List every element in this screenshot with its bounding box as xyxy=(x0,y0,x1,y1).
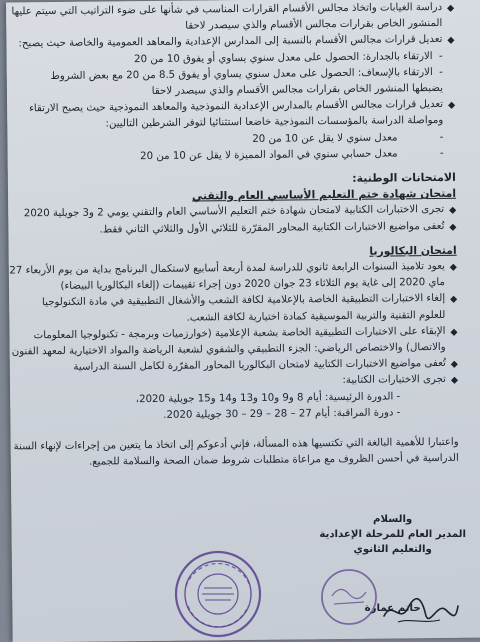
promotion-relief: - الارتقاء بالإسعاف: الحصول على معدل سنوي يساوي أو يفوق 8.5 من 20 مع بعض الشروط xyxy=(25,65,455,86)
signatory-name: حاتم عمارة xyxy=(364,603,421,614)
bac-topics: تُعفى مواضيع الاختبارات الكتابية لامتحان البكالوريا المحاور المقرّرة لكامل السنة الدراسية xyxy=(28,356,458,377)
salutation: والسلام xyxy=(373,514,413,525)
bac-cancel-practical-cont: للعلوم التقنية والتربية الموسيقية كمادة اختيارية لكافة الشعب. xyxy=(186,309,446,324)
bac-keep-practical: الإبقاء على الاختبارات التطبيقية الخاصة بشعبة الإعلامية (خوارزميات وبرمجة - تكنولوجيا المعلومات xyxy=(27,324,457,345)
basic-exam-dates: تجرى الاختبارات الكتابية لامتحان شهادة ختم التعليم الأساسي العام والتقني يومي 2 و3 جويلية 2020 xyxy=(26,202,456,223)
promotion-relief-cont: يضبطها المنشور الخاص بقرارات مجالس الأقسام والذي سيصدر لاحقا xyxy=(151,82,443,97)
bac-written-exams: تجرى الاختبارات الكتابية: xyxy=(28,372,458,393)
paragraph-prep-schools: تعديل قرارات مجالس الأقسام بالنسبة إلى المدارس الإعدادية والمعاهد العمومية والخاصة حيث يصبح: xyxy=(24,32,454,53)
section-heading-national-exams: الامتحانات الوطنية: xyxy=(352,170,456,185)
basic-exam-topics: تُعفى مواضيع الاختبارات الكتابية المحاور المقرّرة للثلاثي الأول والثلاثي الثاني فقط. xyxy=(26,218,456,239)
signatory-title: المدير العام للمرحلة الإعدادية xyxy=(319,529,466,540)
bac-cancel-practical: إلغاء الاختبارات التطبيقية الخاصة بالإعلامية لكافة الشعب والأشغال التطبيقية في مادة التكنولوجيا xyxy=(27,291,457,312)
bac-return-to-school-cont: ماي 2020 إلى غاية يوم الثلاثاء 23 جوان 2020 دون إجراء تقييمات (إلغاء البكالوريا البيضاء) xyxy=(60,277,446,293)
promotion-merit: - الارتقاء بالجدارة: الحصول على معدل سنوي يساوي أو يفوق 10 من 20 xyxy=(25,48,455,69)
closing-paragraph: واعتبارا للأهمية البالغة التي تكتسيها هذه المسألة، فإني أدعوكم إلى اتخاذ ما يتعين من إجراءات لإنهاء السنة xyxy=(13,436,459,453)
section-heading-basic-exam: امتحان شهادة ختم التعليم الأساسي العام والتقني xyxy=(191,187,457,203)
bac-keep-practical-cont: والاتصال) والاختصاص الرياضي: الجزء التطبيقي والشفوي لشعبة الرياضة والمواد الاختيارية لمعهد الفنون xyxy=(11,341,446,358)
bac-main-session: - الدورة الرئيسية: أيام 8 و9 و10 و13 و14 و15 جويلية 2020، xyxy=(135,391,401,405)
paragraph-pilot-schools: تعديل قرارات مجالس الأقسام بالمدارس الإعدادية النموذجية والمعاهد النموذجية حيث يصبح الارتقاء xyxy=(25,97,455,118)
paragraph-absences-cont: المنشور الخاص بقرارات مجالس الأقسام والذي سيصدر لاحقا xyxy=(185,18,443,32)
signatory-title-cont: والتعليم الثانوي xyxy=(353,544,432,555)
round-official-seal-icon xyxy=(172,548,264,640)
bac-control-session: - دورة المراقبة: أيام 27 – 28 – 29 – 30 جويلية 2020. xyxy=(163,407,401,421)
bac-return-to-school: يعود تلاميذ السنوات الرابعة ثانوي للدراسة لمدة أربعة أسابيع لاستكمال البرنامج بداية من يوم الأربعاء 27 xyxy=(27,259,457,280)
small-seal-icon xyxy=(318,566,380,628)
condition-annual-average: - معدل سنوي لا يقل عن 10 من 20 xyxy=(25,129,455,150)
closing-paragraph-cont: الدراسية في أحسن الظروف مع مراعاة متطلبات شروط ضمان الصحة والسلامة للجميع. xyxy=(88,453,459,468)
handwritten-signature-icon xyxy=(380,594,460,628)
section-heading-bac: امتحان البكالوريا xyxy=(369,243,457,258)
condition-subject-average: - معدل حسابي سنوي في المواد المميزة لا يقل عن 10 من 20 xyxy=(26,146,456,167)
paragraph-pilot-schools-cont: ومواصلة الدراسة بالمؤسسات النموذجية خاضعا استثنائيا لتوفر الشرطين التاليين: xyxy=(105,115,444,130)
letter-body xyxy=(9,0,459,472)
paragraph-absences: دراسة الغيابات واتخاذ مجالس الأقسام القرارات المناسب في شأنها على ضوء التراتيب التي سيتم عليها xyxy=(24,0,454,20)
